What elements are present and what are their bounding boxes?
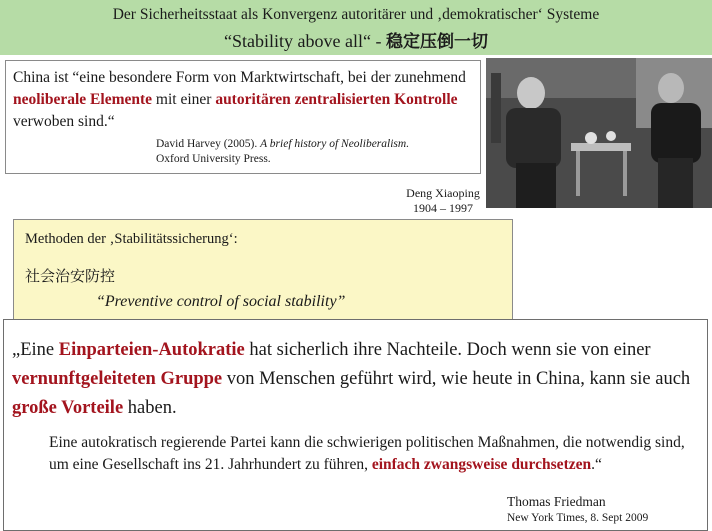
citation-author: David Harvey (2005). xyxy=(156,138,261,150)
deng-xiaoping-photo xyxy=(486,58,712,208)
photo-illustration xyxy=(486,58,712,208)
citation-author: Thomas Friedman xyxy=(507,494,606,509)
friedman-citation xyxy=(507,494,648,526)
quote-text-part: .“ xyxy=(591,456,602,473)
methods-chinese: 社会治安防控 xyxy=(25,267,116,285)
caption-years: 1904 – 1997 xyxy=(413,201,473,215)
friedman-quote-main xyxy=(12,336,702,423)
methods-heading: Methoden der ‚Stabilitätssicherung‘: xyxy=(25,231,238,247)
harvey-quote-text xyxy=(13,67,473,133)
quote-highlight: große Vorteile xyxy=(12,398,124,418)
citation-source: New York Times, 8. Sept 2009 xyxy=(507,512,649,524)
slide-title: Der Sicherheitsstaat als Konvergenz autoritärer und ‚demokratischer‘ Systeme xyxy=(112,6,600,23)
friedman-quote-sub xyxy=(49,432,689,476)
methods-translation: “Preventive control of social stability” xyxy=(96,293,346,310)
harvey-quote-box xyxy=(5,60,481,174)
quote-highlight: Einparteien-Autokratie xyxy=(58,340,245,360)
photo-caption xyxy=(396,186,490,216)
caption-name: Deng Xiaoping xyxy=(406,186,480,200)
slide-subtitle xyxy=(0,27,712,52)
quote-highlight: neoliberale Elemente xyxy=(13,91,153,108)
quote-highlight: autoritären zentralisierten Kontrolle xyxy=(215,91,458,108)
quote-highlight: vernunftgeleiteten Gruppe xyxy=(12,369,223,389)
quote-text-part: China ist “eine besondere Form von Marktwirtschaft, bei der zunehmend xyxy=(13,69,466,86)
methods-box xyxy=(13,219,513,321)
quote-text-part: „Eine xyxy=(12,340,59,360)
subtitle-english: “Stability above all“ - xyxy=(224,31,386,51)
slide-header xyxy=(0,0,712,55)
quote-text-part: verwoben sind.“ xyxy=(13,113,115,130)
quote-text-part: von Menschen geführt wird, wie heute in China, kann sie auch xyxy=(222,369,691,389)
harvey-citation xyxy=(156,137,409,167)
quote-text-part: haben. xyxy=(123,398,177,418)
quote-text-part: mit einer xyxy=(152,91,216,108)
quote-text-part: Eine autokratisch regierende Partei kann die schwierigen politischen Maßnahmen, die notwendig sind, um eine Gesellschaft ins 21. Jahrhundert zu führen, xyxy=(49,434,685,473)
citation-publisher: Oxford University Press. xyxy=(156,153,271,165)
subtitle-chinese: 稳定压倒一切 xyxy=(385,32,488,52)
citation-title: A brief history of Neoliberalism. xyxy=(260,138,410,150)
friedman-quote-box xyxy=(3,319,708,531)
quote-highlight: einfach zwangsweise durchsetzen xyxy=(371,456,592,473)
quote-text-part: hat sicherlich ihre Nachteile. Doch wenn sie von einer xyxy=(244,340,651,360)
